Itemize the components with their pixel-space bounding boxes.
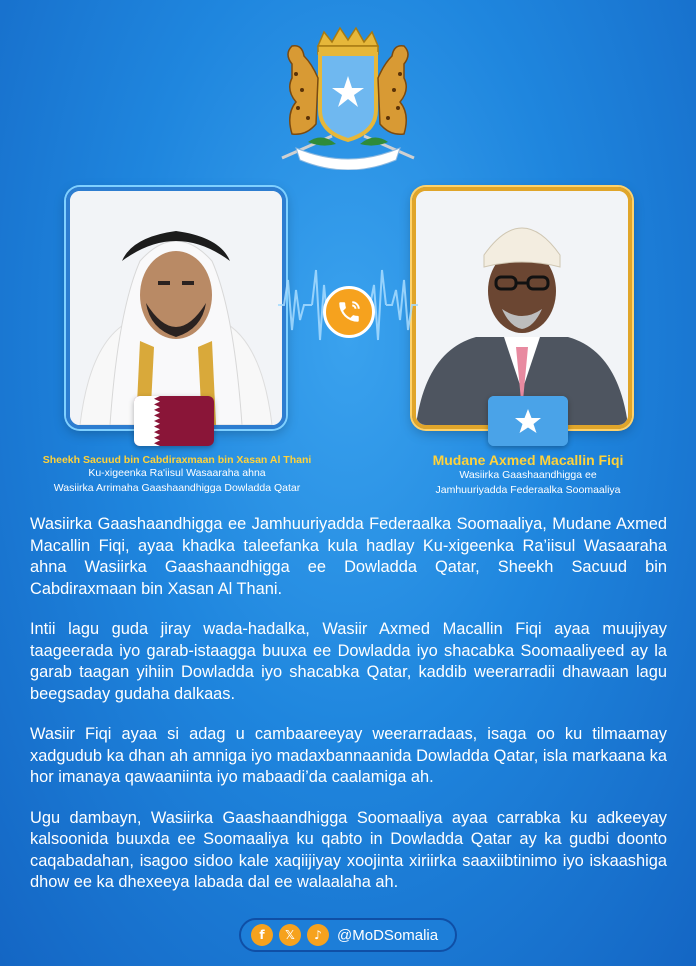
left-person-name: Sheekh Sacuud bin Cabdiraxmaan bin Xasan Al Thani <box>42 454 312 466</box>
left-person-title-line1: Ku-xigeenka Ra'iisul Wasaaraha ahna <box>88 467 266 479</box>
social-bar <box>239 918 457 952</box>
facebook-icon[interactable]: f <box>251 924 273 946</box>
somalia-flag-icon <box>488 396 568 446</box>
somalia-coat-of-arms <box>262 24 434 170</box>
right-person-title-line1: Wasiirka Gaashaandhigga ee <box>459 469 597 481</box>
right-person-title-line2: Jamhuuriyadda Federaalka Soomaaliya <box>435 484 621 496</box>
x-icon[interactable]: 𝕏 <box>279 924 301 946</box>
right-person-name: Mudane Axmed Macallin Fiqi <box>432 452 624 468</box>
right-portrait-frame <box>412 187 632 429</box>
tiktok-icon[interactable]: ♪ <box>307 924 329 946</box>
paragraph: Wasiir Fiqi ayaa si adag u cambaareeyay weerarradaas, isaga oo ku tilmaamay xadgudub ka dhan ah amniga iyo madaxbannaanida Dowladda Qatar, isla markaana ka hor imanaya qawaaniinta iyo mabaadi’da caalamiga ah. <box>30 725 667 786</box>
social-handle[interactable]: @MoDSomalia <box>337 926 439 944</box>
qatar-minister-portrait <box>70 191 282 425</box>
phone-call-icon <box>323 286 375 338</box>
left-portrait-frame <box>66 187 286 429</box>
paragraph: Wasiirka Gaashaandhigga ee Jamhuuriyadda Federaalka Soomaaliya, Mudane Axmed Macallin Fiqi, ayaa khadka taleefanka kula hadlay Ku-xigeenka Ra’iisul Wasaaraha ahna Wasiirka Gaashaandhigga ee Dowladda Qatar, Sheekh Sacuud bin Cabdiraxmaan bin Xasan Al Thani. <box>30 515 667 598</box>
somalia-minister-portrait <box>416 191 628 425</box>
paragraph: Ugu dambayn, Wasiirka Gaashaandhigga Soomaaliya ayaa carrabka ku adkeeyay kalsoonida buuxda ee Soomaaliya ku qabto in Dowladda Qatar ay ka gudbi doonto caqabadahan, isagoo sidoo kale xaqiijiyay xoojinta xiriirka saaxiibtinimo iyo iskaashiga dhow ee ka dhexeeya labada dal ee walaalaha ah. <box>30 808 667 891</box>
right-caption <box>380 452 676 498</box>
article-body <box>30 514 667 913</box>
left-caption <box>30 454 324 496</box>
left-person-title-line2: Wasiirka Arrimaha Gaashaandhigga Dowladda Qatar <box>53 482 301 494</box>
paragraph: Intii lagu guda jiray wada-hadalka, Wasiir Axmed Macallin Fiqi ayaa muujiyay taageerada iyo garab-istaagga buuxa ee Dowladda iyo shacabka Soomaaliyeed ay la garab taagan yihiin Dowladda iyo shacabka Qatar, kaddib weerarradii dhawaan lagu beegsaday gudaha dalkaas. <box>30 620 667 703</box>
qatar-flag-icon <box>134 396 214 446</box>
